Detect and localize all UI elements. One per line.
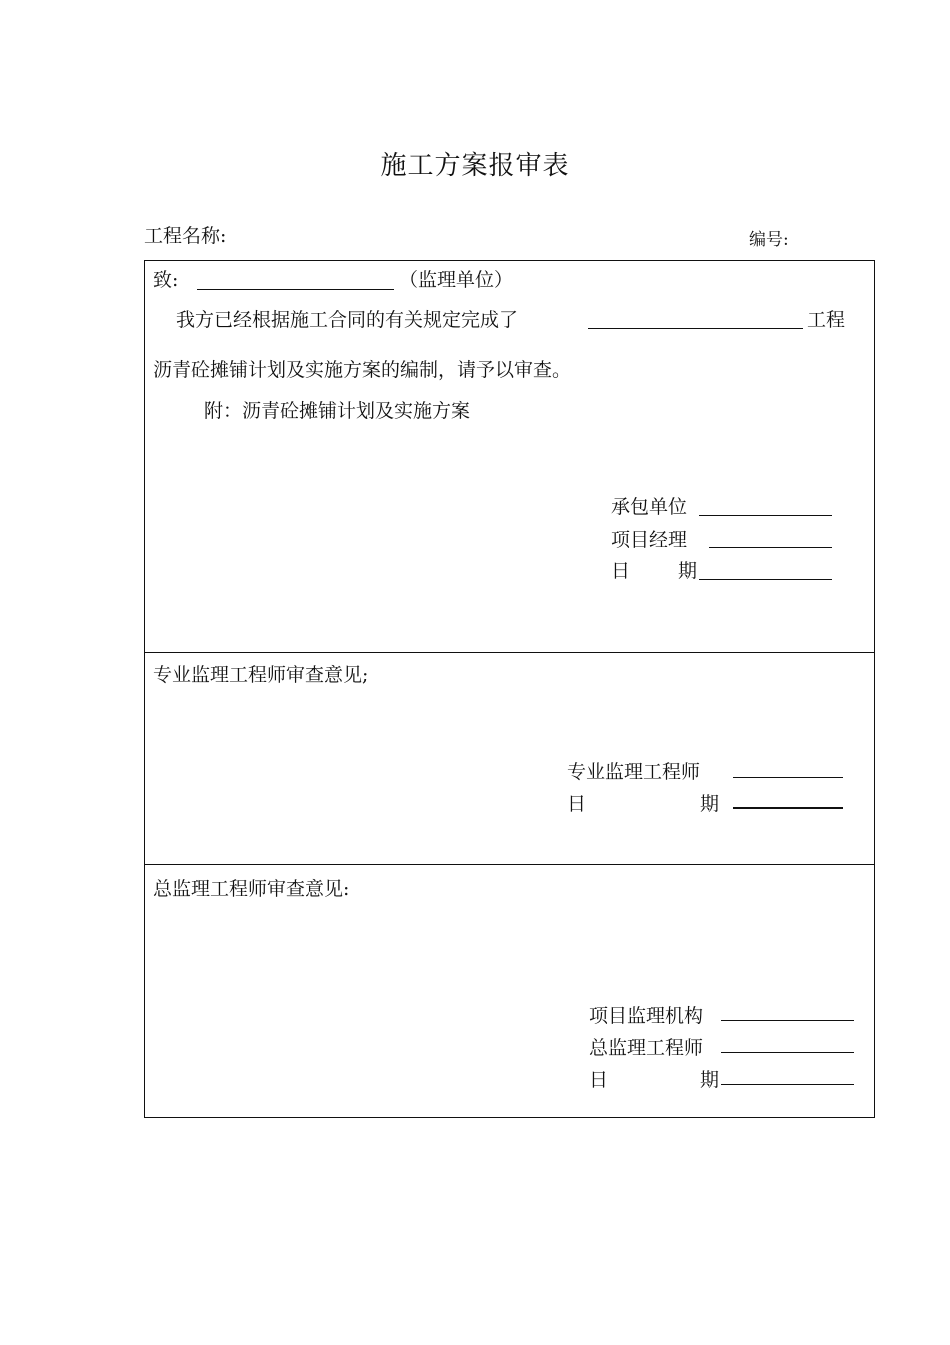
attachment-note: 附：沥青砼摊铺计划及实施方案 <box>204 400 471 422</box>
form-table <box>144 260 875 1118</box>
specialist-review-heading: 专业监理工程师审查意见; <box>153 664 369 686</box>
body-line-2: 沥青砼摊铺计划及实施方案的编制，请予以审查。 <box>153 359 572 381</box>
date-blank-3[interactable] <box>721 1084 854 1085</box>
section-divider-2 <box>145 864 874 865</box>
date-label-2b: 期 <box>700 793 720 815</box>
chief-engineer-blank[interactable] <box>721 1052 854 1053</box>
chief-engineer-label: 总监理工程师 <box>589 1037 704 1059</box>
chief-review-heading: 总监理工程师审查意见: <box>153 878 350 900</box>
contractor-label: 承包单位 <box>611 496 688 518</box>
date-label-3a: 日 <box>589 1069 609 1091</box>
serial-number-label: 编号: <box>749 230 789 250</box>
date-label-1a: 日 <box>611 560 631 582</box>
date-label-3b: 期 <box>700 1069 720 1091</box>
supervision-org-blank[interactable] <box>721 1020 854 1021</box>
date-blank-1[interactable] <box>699 579 832 580</box>
project-name-blank[interactable] <box>588 328 803 329</box>
specialist-engineer-label: 专业监理工程师 <box>567 761 701 783</box>
date-blank-2[interactable] <box>733 807 843 809</box>
to-label: 致: <box>153 269 179 291</box>
body-line-1-suffix: 工程 <box>807 309 846 331</box>
supervision-org-label: 项目监理机构 <box>589 1005 704 1027</box>
specialist-engineer-blank[interactable] <box>733 777 843 778</box>
project-manager-blank[interactable] <box>709 547 832 548</box>
section-divider-1 <box>145 652 874 653</box>
supervisor-unit-blank[interactable] <box>197 289 394 290</box>
contractor-blank[interactable] <box>699 515 832 516</box>
date-label-2a: 日 <box>567 793 587 815</box>
page-title: 施工方案报审表 <box>380 151 570 181</box>
project-manager-label: 项目经理 <box>611 529 688 551</box>
body-line-1: 我方已经根据施工合同的有关规定完成了 <box>176 309 519 331</box>
project-name-label: 工程名称: <box>144 225 227 247</box>
date-label-1b: 期 <box>678 560 698 582</box>
supervisor-unit-label: （监理单位） <box>399 269 514 291</box>
